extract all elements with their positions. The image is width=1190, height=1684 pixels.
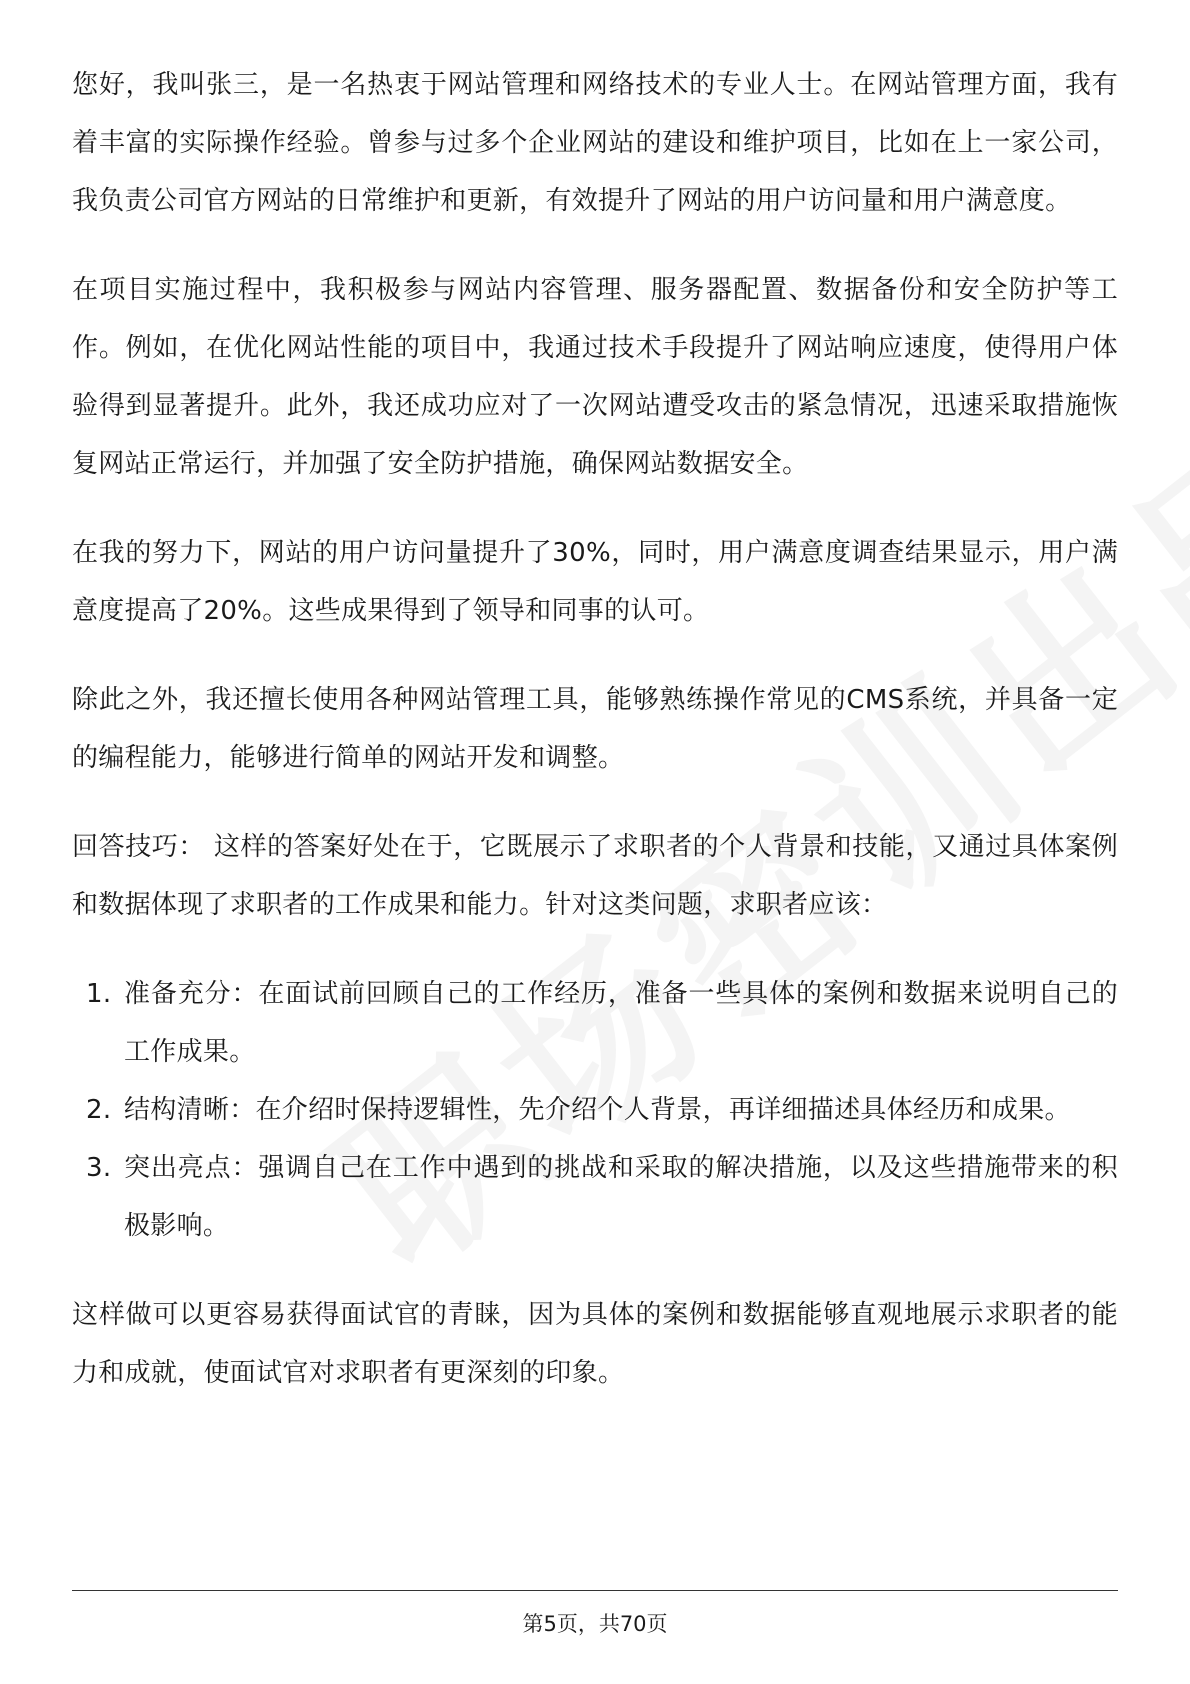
list-item (72, 1081, 1118, 1139)
page-number: 第5页，共70页 (522, 1612, 668, 1636)
paragraph-closing: 这样做可以更容易获得面试官的青睐，因为具体的案例和数据能够直观地展示求职者的能力和成就，使面试官对求职者有更深刻的印象。 (72, 1300, 1118, 1388)
paragraph-results: 在我的努力下，网站的用户访问量提升了30%，同时，用户满意度调查结果显示，用户满意度提高了20%。这些成果得到了领导和同事的认可。 (72, 538, 1118, 626)
list-item (72, 965, 1118, 1081)
paragraph-answer-tips: 回答技巧： 这样的答案好处在于，它既展示了求职者的个人背景和技能，又通过具体案例和数据体现了求职者的工作成果和能力。针对这类问题，求职者应该： (72, 832, 1118, 920)
list-item-number: 3. (86, 1153, 112, 1183)
footer-divider (72, 1590, 1118, 1591)
paragraph-intro: 您好，我叫张三，是一名热衷于网站管理和网络技术的专业人士。在网站管理方面，我有着丰富的实际操作经验。曾参与过多个企业网站的建设和维护项目，比如在上一家公司，我负责公司官方网站的日常维护和更新，有效提升了网站的用户访问量和用户满意度。 (72, 70, 1118, 216)
tips-list (72, 965, 1118, 1255)
paragraph-skills: 除此之外，我还擅长使用各种网站管理工具，能够熟练操作常见的CMS系统，并具备一定的编程能力，能够进行简单的网站开发和调整。 (72, 685, 1118, 773)
document-body (72, 56, 1118, 1433)
list-item-text: 突出亮点：强调自己在工作中遇到的挑战和采取的解决措施，以及这些措施带来的积极影响。 (124, 1153, 1118, 1241)
list-item-number: 1. (86, 979, 112, 1009)
list-item-text: 结构清晰：在介绍时保持逻辑性，先介绍个人背景，再详细描述具体经历和成果。 (124, 1095, 1071, 1125)
list-item-number: 2. (86, 1095, 112, 1125)
paragraph-project: 在项目实施过程中，我积极参与网站内容管理、服务器配置、数据备份和安全防护等工作。例如，在优化网站性能的项目中，我通过技术手段提升了网站响应速度，使得用户体验得到显著提升。此外，我还成功应对了一次网站遭受攻击的紧急情况，迅速采取措施恢复网站正常运行，并加强了安全防护措施，确保网站数据安全。 (72, 275, 1118, 479)
list-item (72, 1139, 1118, 1255)
list-item-text: 准备充分：在面试前回顾自己的工作经历，准备一些具体的案例和数据来说明自己的工作成果。 (124, 979, 1118, 1067)
